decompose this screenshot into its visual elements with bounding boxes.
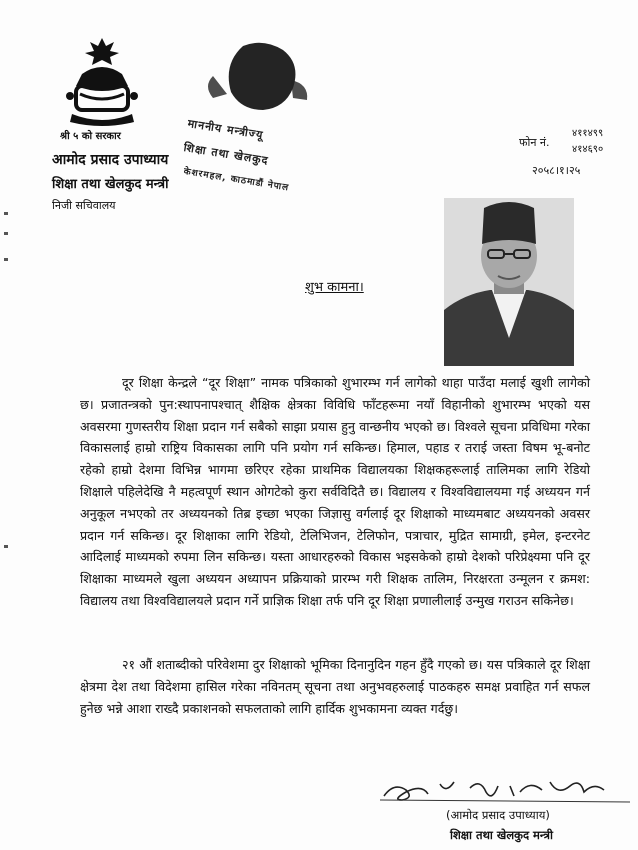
paragraph-2-text: २१ औं शताब्दीको परिवेशमा दुर शिक्षाको भूमिका दिनानुदिन गहन हुँदै गएको छ। यस पत्रिकाले दूर शिक्षा क्षेत्रमा देश तथा विदेशमा हासिल गरेका नविनतम् सूचना तथा अनुभवहरुलाई पाठकहरु समक्ष प्रवाहित गर्न सफल हुनेछ भन्ने आशा राख्दै प्रकाशनको सफलताको लागि हार्दिक शुभकामना व्यक्त गर्दछु।: [80, 657, 590, 716]
ministry-stamp: [183, 36, 353, 196]
minister-title: शिक्षा तथा खेलकुद मन्त्री: [52, 177, 169, 192]
stamp-text-line-1: माननीय मन्त्रीज्यू: [186, 116, 265, 142]
signatory-name: (आमोद प्रसाद उपाध्याय): [446, 808, 550, 822]
national-emblem-icon: [62, 34, 142, 126]
phone-number-1: ४११४९९: [572, 128, 604, 139]
letter-heading: शुभ कामना।: [305, 280, 364, 295]
minister-portrait: [444, 198, 574, 366]
letter-paragraph-2: [80, 654, 590, 719]
paragraph-1-text: दूर शिक्षा केन्द्रले “दूर शिक्षा” नामक पत्रिकाको शुभारम्भ गर्न लागेको थाहा पाउँदा मलाई खुशी लागेको छ। प्रजातन्त्रको पुन:स्थापनापश्चात् शैक्षिक क्षेत्रका विविधि फाँटहरूमा नयाँ विहानीको शुभारम्भ भएको यस अवसरमा गुणस्तरीय शिक्षा प्रदान गर्न सबैको साझा प्रयास हुनु वान्छनीय भएको छ। विश्वले सूचना प्रविधिमा गरेका विकासलाई हाम्रो राष्ट्रिय विकासका लागि पनि प्रयोग गर्न सकिन्छ। हिमाल, पहाड र तराई जस्ता विषम भू-बनोट रहेको हाम्रो देशमा विभिन्न भागमा छरिएर रहेका प्राथमिक विद्यालयका शिक्षकहरूलाई तालिमका लागि रेडियो शिक्षाले पहिलेदेखि नै महत्वपूर्ण स्थान ओगटेको कुरा सर्वविदितै छ। विद्यालय र विश्वविद्यालयमा गई अध्ययन गर्न अनुकूल नभएको तर अध्ययनको तिब्र इच्छा भएका जिज्ञासु वर्गलाई दूर शिक्षाको माध्यमबाट अध्ययनको अवसर प्रदान गर्न सकिन्छ। दूर शिक्षाका लागि रेडियो, टेलिभिजन, टेलिफोन, पत्राचार, मुद्रित सामाग्री, इमेल, इन्टरनेट आदिलाई माध्यमको रुपमा लिन सकिन्छ। यस्ता आधारहरुको विकास भइसकेको हाम्रो देशको परिप्रेक्ष्यमा पनि दूर शिक्षाका माध्यमले खुला अध्ययन अध्यापन प्रक्रियाको प्रारम्भ गरी शिक्षक तालिम, निरक्षरता उन्मूलन र क्रमश: विद्यालय तथा विश्वविद्यालयले प्रदान गर्ने प्राज्ञिक शिक्षा तर्फ पनि दूर शिक्षा प्रणालीलाई उन्मुख गराउन सकिनेछ।: [80, 375, 590, 608]
scan-mark: [4, 212, 8, 215]
office-label: निजी सचिवालय: [52, 199, 116, 212]
phone-numbers: [572, 126, 603, 158]
scan-mark: [4, 545, 8, 548]
handwritten-signature: [380, 772, 630, 806]
letter-date: २०५८।१।२५: [532, 164, 581, 177]
scan-mark: [4, 258, 8, 261]
signatory-title: शिक्षा तथा खेलकुद मन्त्री: [450, 828, 553, 842]
minister-name: आमोद प्रसाद उपाध्याय: [52, 152, 169, 168]
letter-paragraph-1: [80, 372, 590, 612]
government-label: श्री ५ को सरकार: [60, 131, 121, 142]
scan-mark: [4, 232, 8, 235]
stamp-text-line-3: केशरमहल, काठमाडौं नेपाल: [182, 166, 290, 194]
phone-number-2: ४१४६९०: [572, 144, 604, 155]
phone-label: फोन नं.: [519, 136, 550, 149]
stamp-text-line-2: शिक्षा तथा खेलकुद: [182, 140, 270, 168]
